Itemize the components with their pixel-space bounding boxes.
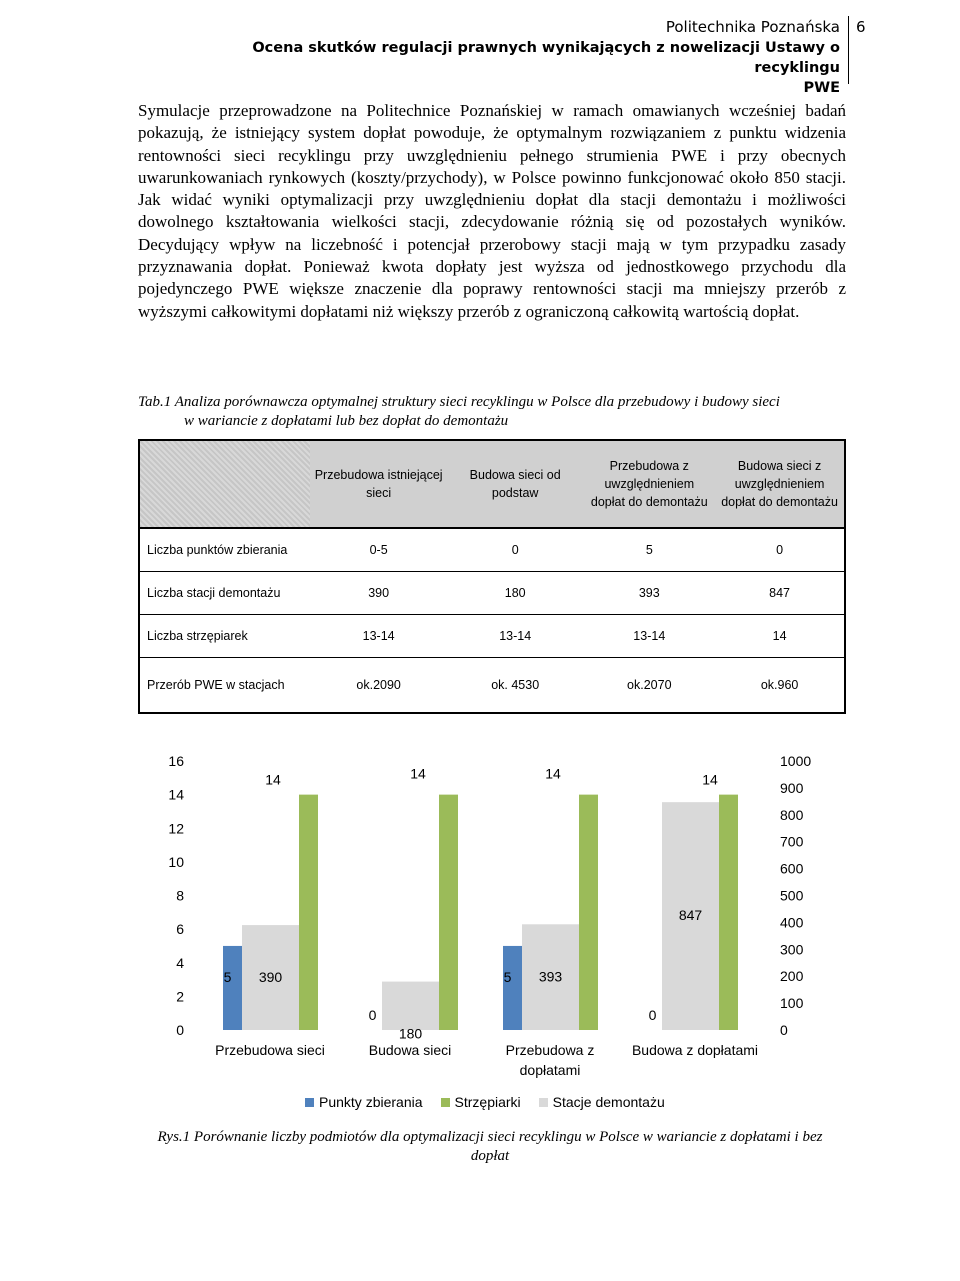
bar-label-shredders: 14 — [545, 765, 561, 782]
x-category-label: Budowa z dopłatami — [631, 1042, 759, 1058]
table-cell: 180 — [447, 572, 583, 615]
header-title: Ocena skutków regulacji prawnych wynikających z nowelizacji Ustawy o recyklingu — [252, 40, 840, 76]
bar-label-shredders: 14 — [702, 771, 718, 788]
bar-label-collection-points: 0 — [368, 1007, 377, 1023]
legend-swatch — [441, 1098, 450, 1107]
legend-label: Stacje demontażu — [552, 1094, 665, 1110]
y-right-tick-label: 900 — [780, 779, 804, 796]
x-category-label: Przebudowa z — [505, 1042, 595, 1058]
table-cell: ok.2090 — [356, 678, 401, 692]
row-label: Liczba punktów zbierania — [139, 528, 310, 572]
y-left-tick-label: 16 — [168, 753, 184, 769]
bar-label-collection-points: 5 — [223, 968, 232, 985]
legend-label: Strzępiarki — [454, 1094, 521, 1110]
bar-shredders — [719, 795, 738, 1030]
bar-shredders — [439, 795, 458, 1030]
table-row — [139, 572, 845, 615]
y-right-tick-label: 300 — [780, 941, 804, 958]
legend-item — [441, 1094, 521, 1110]
row-label: Liczba strzępiarek — [139, 615, 310, 658]
bar-collection-points — [503, 946, 522, 1030]
row-label: Przerób PWE w stacjach — [147, 678, 285, 692]
table-cell: ok. 4530 — [491, 678, 540, 692]
page-number: 6 — [856, 18, 866, 36]
y-left-tick-label: 0 — [176, 1022, 184, 1038]
figure-caption: Rys.1 Porównanie liczby podmiotów dla optymalizacji sieci recyklingu w Polsce w wariancie z dopłatami i bez dopłat — [157, 1129, 823, 1164]
chart-legend — [305, 1094, 665, 1110]
bar-label-collection-points: 0 — [648, 1007, 657, 1023]
bar-chart — [140, 740, 840, 1095]
bar-label-dismantling-stations: 393 — [538, 968, 563, 985]
table-header-cell: Budowa sieci z uwzględnieniem dopłat do demontażu — [715, 440, 845, 528]
legend-item — [305, 1094, 423, 1110]
y-right-tick-label: 200 — [780, 968, 804, 985]
row-label: Liczba stacji demontażu — [139, 572, 310, 615]
header-university: Politechnika Poznańska — [665, 18, 840, 36]
table-caption — [138, 393, 846, 431]
y-right-tick-label: 0 — [780, 1022, 788, 1038]
y-right-tick-label: 500 — [780, 887, 804, 904]
header-divider — [848, 16, 849, 84]
table-cell: ok.2070 — [627, 678, 672, 692]
body-paragraph: Symulacje przeprowadzone na Politechnice Poznańskiej w ramach omawianych wcześniej badań pokazują, że istniejący system dopłat powoduje, że optymalnym rozwiązaniem z punktu widzenia rentowności sieci recyklingu przy uwzględnieniu pełnego strumienia PWE i przy obecnych uwarunkowaniach rynkowych (koszty/przychody), w Polsce powinno funkcjonować około 850 stacji. Jak widać wyniki optymalizacji przy uwzględnieniu dopłat dla stacji demontażu i możliwości dowolnego kształtowania wielkości stacji, zdecydowanie różnią się od pozostałych wyników. Decydujący wpływ na liczebność i potencjał przerobowy stacji mają w tym przypadku zasady przyznawania dopłat. Ponieważ kwota dopłaty jest wyższa od jednostkowego przychodu dla pojedynczego PWE większe znaczenie dla poprawy rentowności stacji ma mniejszy przerób z wyższymi całkowitymi dopłatami niż większy przerób z ograniczoną całkowitą wartością dopłat. — [138, 101, 846, 321]
header-title-line2: PWE — [803, 80, 840, 96]
x-category-label: Budowa sieci — [368, 1042, 452, 1058]
page-header — [200, 16, 840, 98]
table-cell: 0-5 — [310, 528, 447, 572]
bar-label-dismantling-stations: 847 — [678, 907, 703, 924]
table-header-cell: Budowa sieci od podstaw — [447, 440, 583, 528]
table-row — [139, 615, 845, 658]
table-header-cell: Przebudowa z uwzględnieniem dopłat do demontażu — [583, 440, 715, 528]
bar-dismantling-stations — [382, 982, 439, 1030]
bar-label-dismantling-stations: 390 — [258, 969, 283, 986]
table-cell: 13-14 — [310, 615, 447, 658]
table-cell: 13-14 — [583, 615, 715, 658]
bar-label-dismantling-stations: 180 — [398, 1025, 423, 1042]
legend-label: Punkty zbierania — [319, 1094, 423, 1110]
x-category-label: Przebudowa sieci — [215, 1042, 325, 1058]
y-right-tick-label: 600 — [780, 860, 804, 877]
table-cell: 5 — [583, 528, 715, 572]
bar-label-collection-points: 5 — [503, 968, 512, 985]
bar-label-shredders: 14 — [410, 765, 426, 782]
table-cell: 390 — [310, 572, 447, 615]
table-cell: 393 — [583, 572, 715, 615]
table-cell: ok.960 — [760, 678, 799, 692]
bar-collection-points — [223, 946, 242, 1030]
table-header-cell: Przebudowa istniejącej sieci — [310, 440, 447, 528]
table-cell: 0 — [715, 528, 845, 572]
table-cell: 13-14 — [447, 615, 583, 658]
y-left-tick-label: 10 — [168, 853, 184, 870]
y-left-tick-label: 2 — [176, 988, 184, 1005]
table-row — [139, 658, 845, 714]
table-corner-cell — [139, 440, 310, 528]
y-left-tick-label: 6 — [176, 921, 184, 938]
bar-label-shredders: 14 — [265, 771, 281, 788]
y-right-tick-label: 100 — [780, 995, 804, 1012]
x-category-label: dopłatami — [519, 1062, 581, 1078]
comparison-table — [138, 439, 846, 714]
table-cell: 847 — [715, 572, 845, 615]
y-right-tick-label: 800 — [780, 806, 804, 823]
table-cell: 0 — [447, 528, 583, 572]
y-left-tick-label: 4 — [176, 954, 184, 971]
bar-shredders — [579, 795, 598, 1030]
y-right-tick-label: 1000 — [780, 753, 812, 769]
table-caption-line1: Tab.1 Analiza porównawcza optymalnej struktury sieci recyklingu w Polsce dla przebudowy i budowy sieci — [138, 394, 780, 410]
legend-swatch — [539, 1098, 548, 1107]
legend-swatch — [305, 1098, 314, 1107]
y-left-tick-label: 14 — [168, 786, 184, 803]
bar-shredders — [299, 795, 318, 1030]
legend-item — [539, 1094, 665, 1110]
table-header-row — [139, 440, 845, 528]
table-cell: 14 — [715, 615, 845, 658]
table-caption-line2: w wariancie z dopłatami lub bez dopłat do demontażu — [184, 413, 509, 429]
chart-svg — [140, 740, 840, 1090]
table-row — [139, 528, 845, 572]
y-right-tick-label: 700 — [780, 833, 804, 850]
y-right-tick-label: 400 — [780, 914, 804, 931]
y-left-tick-label: 8 — [176, 887, 184, 904]
y-left-tick-label: 12 — [168, 820, 184, 837]
